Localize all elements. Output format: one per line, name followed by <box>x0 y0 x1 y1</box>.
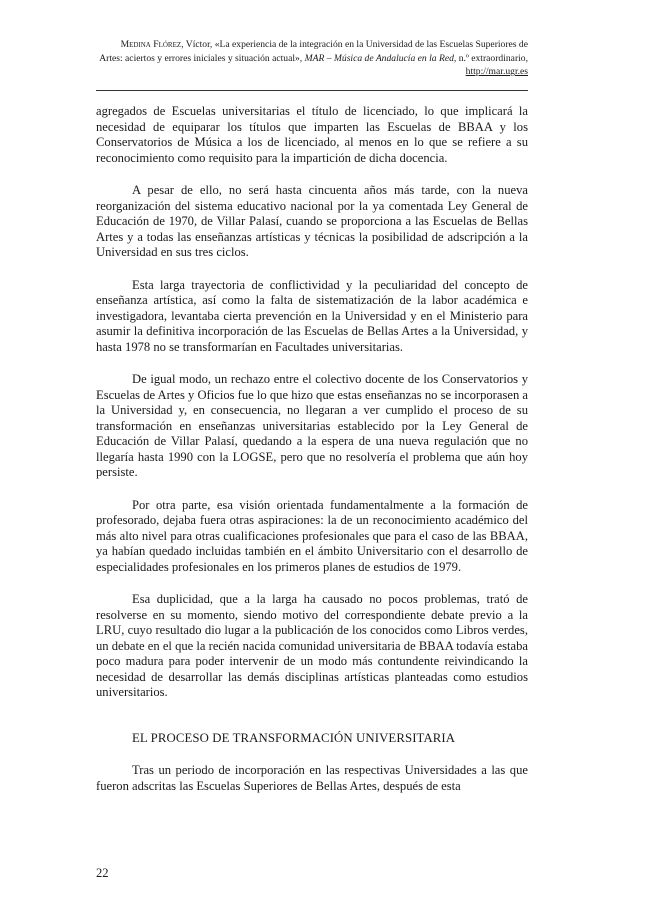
paragraph-3: Esta larga trayectoria de conflictividad y la peculiaridad del concepto de enseñanza artística, así como la falta de sistematización de la labor académica e investigadora, levantaba cierta prevención en la Universidad y en el Ministerio para asumir la definitiva incorporación de las Escuelas de Bellas Artes a la Universidad, y hasta 1978 no se transformarían en Facultades universitarias. <box>96 277 528 354</box>
paragraph-4: De igual modo, un rechazo entre el colectivo docente de los Conservatorios y Escuelas de Artes y Oficios fue lo que hizo que estas enseñanzas no se incorporasen a la Universidad y, en consecuencia, no llegaran a ver cumplido el proceso de su transformación en enseñanzas universitarias establecido por la Ley General de Educación de Villar Palasí, quedando a la espera de una nueva regulación que no llegaría hasta 1990 con la LOGSE, pero que no resolvería el problema que aún hoy persiste. <box>96 372 528 479</box>
page-number: 22 <box>96 866 109 880</box>
page-body <box>96 104 528 811</box>
header-rule <box>96 90 528 91</box>
header-issue: , n.º extraordinario, <box>453 52 528 64</box>
header-author-firstname: Víctor, <box>183 39 215 50</box>
paragraph-5: Por otra parte, esa visión orientada fundamentalmente a la formación de profesorado, dejaba fuera otras aspiraciones: la de un reconocimiento académico del más alto nivel para otras cualificaciones profesionales que para el caso de las BBAA, ya habían quedado incluidas también en el ámbito Universitario con el desarrollo de especialidades profesionales en los primeros planes de estudios de 1979. <box>96 497 528 574</box>
paragraph-2: A pesar de ello, no será hasta cincuenta años más tarde, con la nueva reorganización del sistema educativo nacional por la ya comentada Ley General de Educación de 1970, de Villar Palasí, cuando se proporciona a las Escuelas de Bellas Artes y a todas las enseñanzas artísticas y técnicas la posibilidad de adscripción a la Universidad en sus tres ciclos. <box>96 183 528 259</box>
running-header <box>96 38 528 79</box>
header-author-surname: Medina Flórez, <box>120 39 184 50</box>
paragraph-1: agregados de Escuelas universitarias el título de licenciado, lo que implicará la necesidad de equiparar los títulos que imparten las Escuelas de BBAA y los Conservatorios de Música a los de licenciado, al menos en lo que se refiere a su reconocimiento como requisito para la impartición de dicha docencia. <box>96 104 528 165</box>
paragraph-6: Esa duplicidad, que a la larga ha causado no pocos problemas, trató de resolverse en su momento, siendo motivo del correspondiente debate previo a la LRU, cuyo resultado dio lugar a la publicación de los conocidos como Libros verdes, un debate en el que la recién nacida comunidad universitaria de BBAA todavía estaba poco madura para poder intervenir de un modo más contundente reivindicando la necesidad de desarrollar las demás disciplinas artísticas planteadas como estudios universitarios. <box>96 592 528 699</box>
header-journal-name: MAR – Música de Andalucía en la Red <box>304 52 454 64</box>
section-heading: EL PROCESO DE TRANSFORMACIÓN UNIVERSITARIA <box>132 730 456 745</box>
paragraph-7: Tras un periodo de incorporación en las respectivas Universidades a las que fueron adscritas las Escuelas Superiores de Bellas Artes, después de esta <box>96 763 528 793</box>
header-article-title: «La experiencia de la integración en la Universidad de las Escuelas Superiores de Artes: aciertos y errores iniciales y situación actual», <box>99 39 528 64</box>
header-url-link[interactable]: http://mar.ugr.es <box>465 66 528 78</box>
